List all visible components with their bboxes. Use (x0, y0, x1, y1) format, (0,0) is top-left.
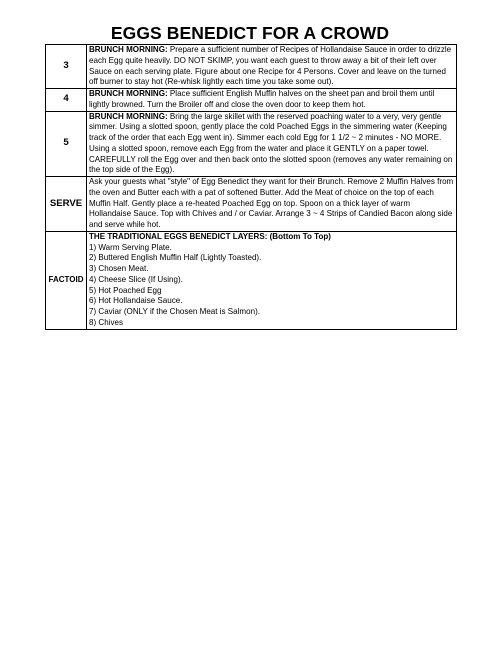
step-instructions (87, 89, 457, 112)
layer-item: 8) Chives (89, 317, 123, 327)
layer-item: 4) Cheese Slice (If Using). (89, 274, 183, 284)
layer-item: 6) Hot Hollandaise Sauce. (89, 296, 183, 306)
step-number: 5 (46, 111, 87, 177)
step-text: Bring the large skillet with the reserved poaching water to a very, very gentle simmer. Using a slotted spoon, gently place the cold Poached Eggs in the simmering water (Keeping track of the order that each Egg went in). Simmer each cold Egg for 1 1/2 ~ 2 minutes - NO MORE. Using a slotted spoon, remove each Egg from the water and place it GENTLY on a paper towel. CAREFULLY roll the Egg over and then back onto the slotted spoon (removes any water remaining on the top side of the Egg). (89, 111, 453, 175)
table-row (46, 45, 457, 89)
layer-item: 3) Chosen Meat. (89, 264, 149, 273)
page-title: EGGS BENEDICT FOR A CROWD (110, 23, 390, 43)
factoid-heading: THE TRADITIONAL EGGS BENEDICT LAYERS: (Bottom To Top) (89, 231, 331, 241)
step-instructions (87, 111, 457, 177)
layer-item: 1) Warm Serving Plate. (89, 242, 172, 252)
table-row (46, 89, 457, 112)
table-row (46, 231, 457, 329)
table-row (46, 177, 457, 232)
step-label-serve: SERVE (46, 177, 87, 232)
step-lead: BRUNCH MORNING: (89, 45, 168, 54)
table-row (46, 111, 457, 177)
step-label-factoid: FACTOID (46, 231, 87, 329)
layer-item: 2) Buttered English Muffin Half (Lightly Toasted). (89, 253, 262, 263)
step-number: 3 (46, 45, 87, 89)
step-instructions (87, 45, 457, 89)
recipe-table (45, 44, 457, 330)
step-number: 4 (46, 89, 87, 112)
step-instructions: Ask your guests what "style" of Egg Benedict they want for their Brunch. Remove 2 Muffin Halves from the oven and Butter each with a pat of softened Butter. Add the Meat of choice on the top of each Muffin Half. Gently place a re-heated Poached Egg on top. Spoon on a thick layer of warm Hollandaise Sauce. Top with Chives and / or Caviar. Arrange 3 ~ 4 Strips of Candied Bacon along side and serve while hot. (87, 177, 457, 232)
step-text: Prepare a sufficient number of Recipes of Hollandaise Sauce in order to drizzle each Egg quite heavily. DO NOT SKIMP, you want each guest to throw away a bit of their left over Sauce on each serving plate. Figure about one Recipe for 4 Persons. Cover and leave on the turned off burner to stay hot (Re-whisk lightly each time you take some out). (89, 45, 452, 87)
factoid-content (87, 231, 457, 329)
step-lead: BRUNCH MORNING: (89, 111, 168, 121)
step-text: Place sufficient English Muffin halves on the sheet pan and broil them until lightly browned. Turn the Broiler off and close the oven door to keep them hot. (89, 89, 435, 109)
layer-item: 5) Hot Poached Egg (89, 285, 162, 295)
step-lead: BRUNCH MORNING: (89, 89, 168, 98)
layer-item: 7) Caviar (ONLY if the Chosen Meat is Salmon). (89, 307, 260, 316)
